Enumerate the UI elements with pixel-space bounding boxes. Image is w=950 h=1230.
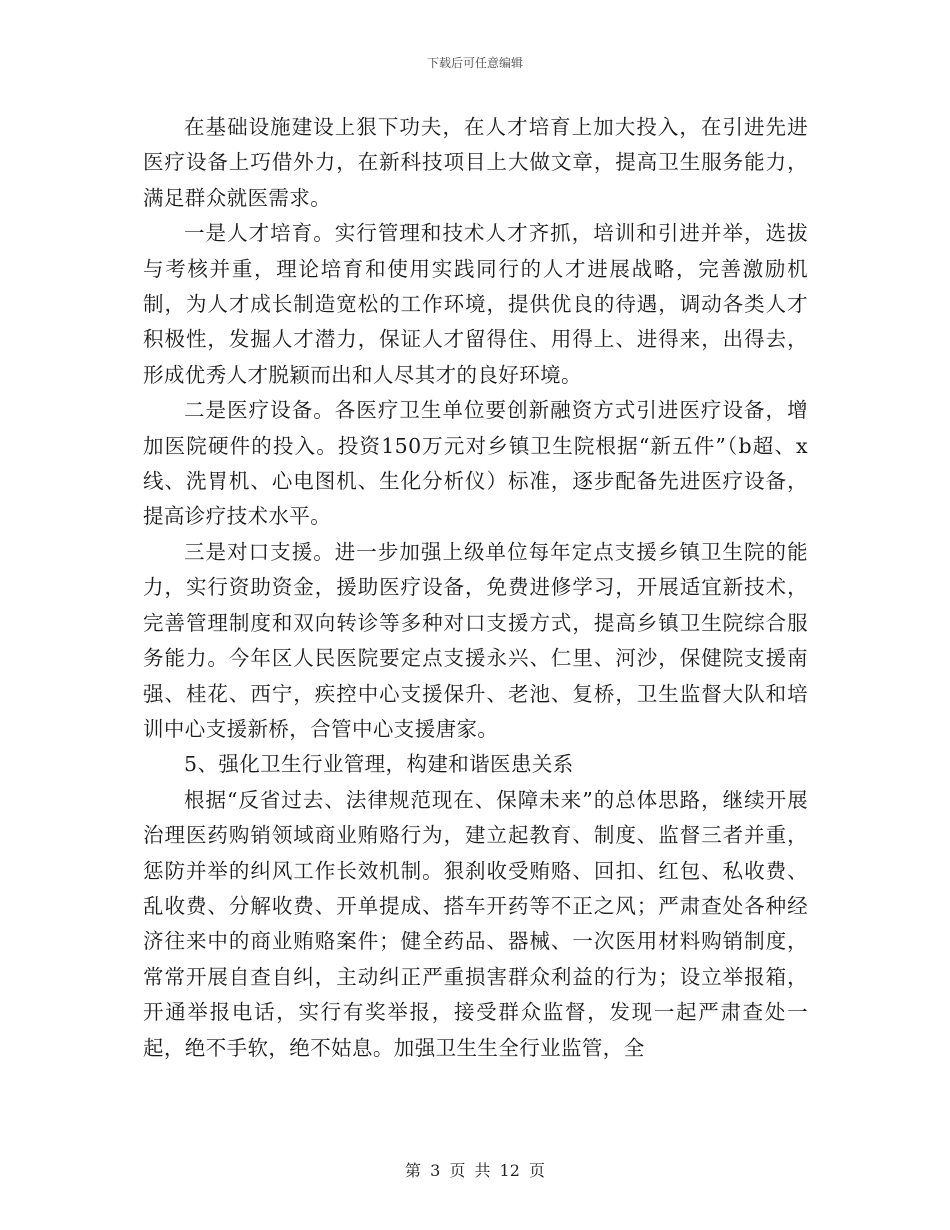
page-number: 第 3 页 共 12 页 [405, 1161, 545, 1180]
page-header-note: 下载后可任意编辑 [426, 56, 523, 70]
paragraph-anti-bribery: 根据“反省过去、法律规范现在、保障未来”的总体思路，继续开展治理医药购销领域商业贿赂行为，建立起教育、制度、监督三者并重，惩防并举的纠风工作长效机制。狠刹收受贿赂、回扣、红包、私收费、乱收费、分解收费、开单提成、搭车开药等不正之风；严肃查处各种经济往来中的商业贿赂案件；健全药品、器械、一次医用材料购销制度，常常开展自查自纠，主动纠正严重损害群众利益的行为；设立举报箱，开通举报电话，实行有奖举报，接受群众监督，发现一起严肃查处一起，绝不手软，绝不姑息。加强卫生生全行业监管，全 [143, 787, 808, 1060]
paragraph-talent-training: 一是人才培育。实行管理和技术人才齐抓，培训和引进并举，选拔与考核并重，理论培育和使用实践同行的人才进展战略，完善激励机制，为人才成长制造宽松的工作环境，提供优良的待遇，调动各类人才积极性，发掘人才潜力，保证人才留得住、用得上、进得来，出得去，形成优秀人才脱颖而出和人尽其才的良好环境。 [143, 221, 808, 387]
paragraph-infrastructure: 在基础设施建设上狠下功夫，在人才培育上加大投入，在引进先进医疗设备上巧借外力，在新科技项目上大做文章，提高卫生服务能力，满足群众就医需求。 [143, 115, 808, 210]
section-heading-industry-management: 5、强化卫生行业管理，构建和谐医患关系 [184, 752, 574, 777]
paragraph-medical-equipment: 二是医疗设备。各医疗卫生单位要创新融资方式引进医疗设备，增加医院硬件的投入。投资150万元对乡镇卫生院根据“新五件”（b超、x线、洗胃机、心电图机、生化分析仪）标准，逐步配备先进医疗设备，提高诊疗技术水平。 [143, 398, 808, 529]
document-body [143, 110, 808, 1066]
paragraph-paired-support: 三是对口支援。进一步加强上级单位每年定点支援乡镇卫生院的能力，实行资助资金，援助医疗设备，免费进修学习，开展适宜新技术，完善管理制度和双向转诊等多种对口支援方式，提高乡镇卫生院综合服务能力。今年区人民医院要定点支援永兴、仁里、河沙，保健院支援南强、桂花、西宁，疾控中心支援保升、老池、复桥，卫生监督大队和培训中心支援新桥，合管中心支援唐家。 [143, 539, 808, 741]
